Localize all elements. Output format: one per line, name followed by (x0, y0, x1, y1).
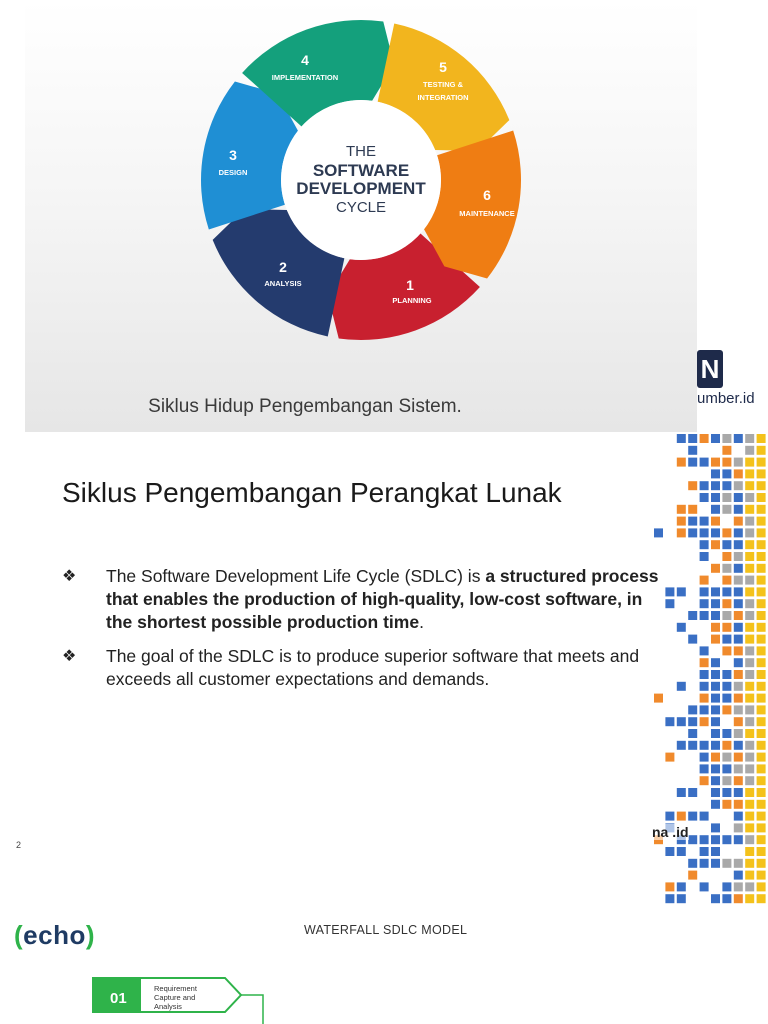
mosaic-square (722, 670, 731, 679)
mosaic-square (745, 682, 754, 691)
mosaic-square (757, 528, 766, 537)
mosaic-square (700, 670, 709, 679)
mosaic-square (734, 776, 743, 785)
mosaic-square (734, 894, 743, 903)
mosaic-square (722, 694, 731, 703)
mosaic-square (757, 552, 766, 561)
mosaic-square (734, 729, 743, 738)
numberid-logo-text-2: na .id (652, 824, 689, 840)
mosaic-square (745, 823, 754, 832)
mosaic-square (700, 434, 709, 443)
mosaic-square (711, 764, 720, 773)
mosaic-square (734, 635, 743, 644)
mosaic-square (745, 717, 754, 726)
mosaic-square (700, 847, 709, 856)
mosaic-square (700, 599, 709, 608)
slide-waterfall (0, 908, 768, 1024)
bullet2-text: The goal of the SDLC is to produce superior software that meets and exceeds all customer expectations and demands. (106, 646, 640, 689)
mosaic-square (665, 587, 674, 596)
mosaic-square (722, 481, 731, 490)
mosaic-square (722, 576, 731, 585)
mosaic-square (711, 505, 720, 514)
mosaic-square (757, 800, 766, 809)
mosaic-square (745, 764, 754, 773)
mosaic-square (745, 576, 754, 585)
mosaic-square (711, 835, 720, 844)
mosaic-square (700, 517, 709, 526)
numberid-logo-text: umber.id (697, 390, 755, 407)
mosaic-square (711, 776, 720, 785)
numberid-logo-icon: N (697, 350, 723, 388)
mosaic-square (757, 788, 766, 797)
mosaic-square (700, 528, 709, 537)
mosaic-square (745, 788, 754, 797)
mosaic-square (700, 611, 709, 620)
mosaic-square (688, 635, 697, 644)
mosaic-square (677, 517, 686, 526)
mosaic-square (700, 835, 709, 844)
mosaic-square (734, 800, 743, 809)
mosaic-square (757, 576, 766, 585)
center-title-line2: SOFTWARE (312, 161, 410, 180)
mosaic-square (711, 469, 720, 478)
mosaic-square (688, 835, 697, 844)
mosaic-square (677, 505, 686, 514)
mosaic-square (700, 764, 709, 773)
mosaic-square (722, 729, 731, 738)
segment-5-number: 5 (439, 59, 447, 75)
mosaic-square (734, 859, 743, 868)
mosaic-square (745, 670, 754, 679)
mosaic-square (722, 552, 731, 561)
mosaic-square (688, 871, 697, 880)
mosaic-square (757, 717, 766, 726)
mosaic-square (722, 528, 731, 537)
echo-logo (14, 920, 95, 951)
mosaic-square (711, 694, 720, 703)
segment-3-label: DESIGN (218, 168, 248, 177)
mosaic-square (711, 717, 720, 726)
mosaic-square (745, 741, 754, 750)
mosaic-square (722, 835, 731, 844)
mosaic-square (665, 599, 674, 608)
mosaic-square (711, 705, 720, 714)
mosaic-square (677, 741, 686, 750)
mosaic-square (745, 505, 754, 514)
mosaic-square (734, 705, 743, 714)
mosaic-square (745, 753, 754, 762)
mosaic-square (700, 705, 709, 714)
mosaic-square (734, 682, 743, 691)
mosaic-square (745, 859, 754, 868)
mosaic-square (700, 859, 709, 868)
mosaic-square (757, 505, 766, 514)
mosaic-square (745, 882, 754, 891)
mosaic-square (734, 764, 743, 773)
segment-6-number: 6 (483, 187, 491, 203)
mosaic-square (700, 576, 709, 585)
mosaic-square (757, 871, 766, 880)
mosaic-square (745, 552, 754, 561)
mosaic-square (711, 847, 720, 856)
mosaic-square (677, 528, 686, 537)
mosaic-square (734, 434, 743, 443)
mosaic-square (734, 611, 743, 620)
mosaic-square (757, 670, 766, 679)
mosaic-square (722, 458, 731, 467)
mosaic-square (734, 717, 743, 726)
mosaic-square (757, 623, 766, 632)
mosaic-square (745, 599, 754, 608)
mosaic-square (700, 741, 709, 750)
mosaic-square (745, 658, 754, 667)
echo-logo-text: echo (23, 920, 86, 950)
mosaic-square (757, 694, 766, 703)
mosaic-square (757, 517, 766, 526)
segment-5-label-line1: TESTING & (422, 80, 464, 89)
mosaic-square (734, 646, 743, 655)
echo-arc-left-icon: ( (14, 920, 24, 950)
mosaic-square (757, 564, 766, 573)
mosaic-square (700, 882, 709, 891)
mosaic-square (734, 788, 743, 797)
mosaic-square (711, 623, 720, 632)
mosaic-square (757, 835, 766, 844)
mosaic-square (722, 741, 731, 750)
mosaic-square (745, 493, 754, 502)
mosaic-square (734, 587, 743, 596)
mosaic-square (757, 753, 766, 762)
mosaic-square (722, 646, 731, 655)
mosaic-square (700, 646, 709, 655)
mosaic-square (734, 694, 743, 703)
mosaic-square (722, 505, 731, 514)
mosaic-square (734, 493, 743, 502)
mosaic-square (722, 611, 731, 620)
mosaic-square (711, 859, 720, 868)
echo-arc-right-icon: ) (85, 920, 96, 950)
bullet1-text-post: . (419, 612, 424, 632)
mosaic-square (745, 729, 754, 738)
mosaic-square (688, 505, 697, 514)
mosaic-square (734, 599, 743, 608)
sdlc-cycle-diagram (25, 0, 697, 432)
mosaic-square (711, 434, 720, 443)
mosaic-square (711, 481, 720, 490)
mosaic-square (711, 729, 720, 738)
segment-4-label: IMPLEMENTATION (271, 73, 339, 82)
segment-2-number: 2 (279, 259, 287, 275)
segment-1-number: 1 (406, 277, 414, 293)
mosaic-square (722, 800, 731, 809)
mosaic-square (734, 623, 743, 632)
mosaic-square (677, 882, 686, 891)
mosaic-square (734, 753, 743, 762)
mosaic-square (757, 646, 766, 655)
mosaic-square (711, 753, 720, 762)
mosaic-square (757, 776, 766, 785)
mosaic-square (688, 812, 697, 821)
step-connector (241, 995, 263, 1024)
mosaic-square (688, 517, 697, 526)
mosaic-square (734, 658, 743, 667)
mosaic-square (722, 776, 731, 785)
slide-sdlc-diagram (25, 0, 697, 432)
mosaic-square (757, 458, 766, 467)
bullet-item-2 (62, 645, 662, 691)
bullet1-text-pre: The Software Development Life Cycle (SDLC) is (106, 566, 486, 586)
mosaic-square (700, 753, 709, 762)
mosaic-square (757, 587, 766, 596)
mosaic-square (757, 882, 766, 891)
mosaic-square (665, 717, 674, 726)
mosaic-square (677, 623, 686, 632)
mosaic-square (711, 540, 720, 549)
mosaic-square (722, 446, 731, 455)
mosaic-square (722, 493, 731, 502)
mosaic-square (734, 481, 743, 490)
mosaic-square (711, 670, 720, 679)
mosaic-square (688, 741, 697, 750)
mosaic-square (757, 493, 766, 502)
mosaic-square (700, 658, 709, 667)
mosaic-square (711, 458, 720, 467)
mosaic-square (745, 812, 754, 821)
mosaic-square (711, 658, 720, 667)
mosaic-square (745, 835, 754, 844)
mosaic-square (711, 823, 720, 832)
mosaic-square (745, 635, 754, 644)
mosaic-square (677, 788, 686, 797)
mosaic-square (654, 694, 663, 703)
mosaic-square (745, 847, 754, 856)
mosaic-square (700, 812, 709, 821)
mosaic-square (677, 847, 686, 856)
mosaic-square (677, 682, 686, 691)
mosaic-square (757, 469, 766, 478)
mosaic-square (700, 458, 709, 467)
mosaic-square (722, 894, 731, 903)
mosaic-square (711, 611, 720, 620)
diamond-bullet-icon: ❖ (62, 568, 77, 585)
mosaic-square (722, 587, 731, 596)
mosaic-square (734, 517, 743, 526)
mosaic-square (734, 505, 743, 514)
mosaic-square (688, 481, 697, 490)
mosaic-square (711, 493, 720, 502)
mosaic-square (722, 564, 731, 573)
mosaic-square (734, 670, 743, 679)
mosaic-square (700, 552, 709, 561)
mosaic-square (688, 458, 697, 467)
mosaic-square (688, 446, 697, 455)
mosaic-square (665, 812, 674, 821)
mosaic-square (665, 847, 674, 856)
mosaic-square (722, 753, 731, 762)
mosaic-square (688, 705, 697, 714)
slide2-title: Siklus Pengembangan Perangkat Lunak (62, 477, 562, 508)
mosaic-square (700, 682, 709, 691)
mosaic-square (734, 552, 743, 561)
mosaic-square (734, 564, 743, 573)
mosaic-square (677, 458, 686, 467)
mosaic-square (722, 682, 731, 691)
mosaic-square (757, 705, 766, 714)
mosaic-square (688, 717, 697, 726)
mosaic-square (734, 812, 743, 821)
mosaic-square (688, 729, 697, 738)
mosaic-square (722, 859, 731, 868)
mosaic-square (722, 469, 731, 478)
mosaic-square (745, 540, 754, 549)
mosaic-square (734, 528, 743, 537)
mosaic-square (700, 717, 709, 726)
mosaic-square (700, 540, 709, 549)
mosaic-square (711, 528, 720, 537)
mosaic-square (757, 682, 766, 691)
slide1-caption: Siklus Hidup Pengembangan Sistem. (148, 396, 462, 417)
mosaic-square (722, 540, 731, 549)
mosaic-square (700, 587, 709, 596)
mosaic-square (745, 646, 754, 655)
mosaic-square (688, 528, 697, 537)
mosaic-square (654, 528, 663, 537)
mosaic-square (677, 812, 686, 821)
mosaic-square (665, 753, 674, 762)
mosaic-square (711, 517, 720, 526)
mosaic-square (745, 623, 754, 632)
segment-4-number: 4 (301, 52, 309, 68)
mosaic-square (722, 434, 731, 443)
center-title-line1: THE (346, 143, 376, 160)
mosaic-square (757, 658, 766, 667)
mosaic-square (665, 894, 674, 903)
mosaic-square (722, 705, 731, 714)
mosaic-square (757, 434, 766, 443)
mosaic-square (734, 540, 743, 549)
mosaic-square (688, 434, 697, 443)
mosaic-square (734, 741, 743, 750)
mosaic-square (722, 788, 731, 797)
mosaic-square (734, 458, 743, 467)
mosaic-square (757, 847, 766, 856)
mosaic-square (734, 576, 743, 585)
bullet-list (62, 565, 662, 702)
mosaic-square (745, 446, 754, 455)
mosaic-square (745, 458, 754, 467)
mosaic-square (734, 469, 743, 478)
mosaic-square (745, 800, 754, 809)
mosaic-square (677, 434, 686, 443)
center-title-line3: DEVELOPMENT (296, 179, 426, 198)
step-1-label: Requirement Capture and Analysis (154, 984, 197, 1011)
mosaic-square (677, 894, 686, 903)
mosaic-square (711, 800, 720, 809)
center-title-line4: CYCLE (335, 199, 387, 216)
mosaic-square (757, 764, 766, 773)
bullet-item-1 (62, 565, 662, 634)
mosaic-square (745, 705, 754, 714)
mosaic-square (700, 776, 709, 785)
mosaic-square (757, 611, 766, 620)
mosaic-square (757, 823, 766, 832)
mosaic-square (745, 564, 754, 573)
mosaic-square (757, 481, 766, 490)
mosaic-square (722, 764, 731, 773)
mosaic-square (711, 741, 720, 750)
mosaic-square (700, 481, 709, 490)
mosaic-square (688, 859, 697, 868)
mosaic-square (757, 635, 766, 644)
mosaic-square (711, 682, 720, 691)
mosaic-square (711, 788, 720, 797)
mosaic-square (711, 599, 720, 608)
mosaic-square (700, 694, 709, 703)
mosaic-square (722, 882, 731, 891)
mosaic-square (757, 859, 766, 868)
segment-6-label: MAINTENANCE (459, 209, 515, 218)
mosaic-square (757, 446, 766, 455)
mosaic-square (734, 835, 743, 844)
mosaic-square (757, 729, 766, 738)
mosaic-square (745, 894, 754, 903)
mosaic-square (734, 871, 743, 880)
mosaic-square (745, 587, 754, 596)
mosaic-square (722, 635, 731, 644)
waterfall-title: WATERFALL SDLC MODEL (304, 923, 468, 937)
mosaic-square (745, 469, 754, 478)
segment-1-label: PLANNING (392, 296, 432, 305)
mosaic-square (745, 481, 754, 490)
mosaic-square (745, 694, 754, 703)
mosaic-square (711, 564, 720, 573)
mosaic-square (722, 599, 731, 608)
diamond-bullet-icon: ❖ (62, 648, 77, 665)
mosaic-square (734, 882, 743, 891)
mosaic-square (745, 517, 754, 526)
slide-number: 2 (16, 840, 22, 850)
mosaic-square (757, 599, 766, 608)
mosaic-square (757, 812, 766, 821)
mosaic-square (677, 587, 686, 596)
segment-3-number: 3 (229, 147, 237, 163)
mosaic-square (745, 776, 754, 785)
mosaic-square (688, 788, 697, 797)
mosaic-square (745, 434, 754, 443)
mosaic-square (745, 871, 754, 880)
mosaic-square (745, 611, 754, 620)
mosaic-square (745, 528, 754, 537)
segment-5-label-line2: INTEGRATION (417, 93, 469, 102)
mosaic-square (757, 741, 766, 750)
mosaic-square (734, 823, 743, 832)
step-1-number: 01 (110, 990, 127, 1007)
mosaic-square (711, 635, 720, 644)
mosaic-square (665, 882, 674, 891)
mosaic-square (688, 611, 697, 620)
mosaic-square (757, 894, 766, 903)
bullet1-text-bold: a structured process that enables the production of high-quality, low-cost software, in the shortest possible production time (106, 566, 659, 632)
mosaic-square (757, 540, 766, 549)
mosaic-square (677, 717, 686, 726)
mosaic-square (700, 493, 709, 502)
mosaic-square (711, 587, 720, 596)
mosaic-square (711, 894, 720, 903)
segment-2-label: ANALYSIS (264, 279, 302, 288)
mosaic-square (722, 623, 731, 632)
